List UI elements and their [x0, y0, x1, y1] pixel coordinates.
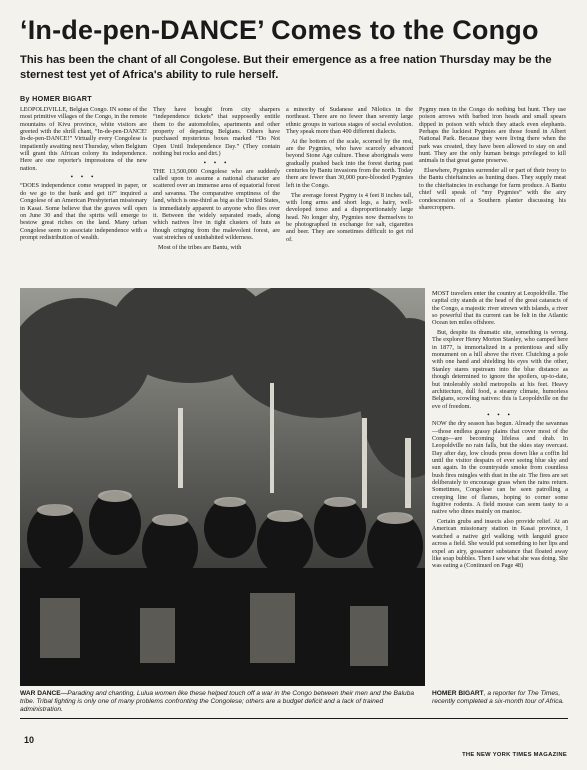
- paragraph: At the bottom of the scale, scorned by the rest, are the Pygmies, who have scarcely advanced beyond Stone Age culture. These aboriginals were gradually pushed back into the forest during past centuries by Bantu invasions from the north. Today there are fewer than 30,000 pure-blooded Pygmies left in the Congo.: [286, 137, 413, 189]
- author-note: [432, 690, 568, 706]
- byline: By HOMER BIGART: [20, 94, 92, 103]
- column-5: [432, 290, 568, 686]
- war-dance-photo: [20, 288, 425, 686]
- paragraph: a minority of Sudanese and Nilotics in the northeast. There are no fewer than seventy large ethnic groups in various stages of social evolution. They speak more than 400 different dialects.: [286, 106, 413, 136]
- paragraph: LEOPOLDVILLE, Belgian Congo. IN some of the most primitive villages of the Congo, in the remote mountains of Kivu province, white visitors are greeted with the shrill chant, “In-de-pen-DANCE! In-de-pen-DANCE!” Virtually every Congolese is impatiently awaiting next Thursday, when Belgium will grant this African colony its independence. Here are one reporter's impressions of the new nation.: [20, 106, 147, 172]
- paragraph: NOW the dry season has begun. Already the savannas—those endless grassy plains that cover most of the Congo—are becoming lifeless and drab. In Leopoldville no rain falls, but the skies stay overcast. Day after day, low clouds press down like a coffin lid until the visitor despairs of ever seeing blue sky and sun again. In the countryside smoke from countless bush fires mingles with dust in the air. The fires are set deliberately to encourage grass when the rains return. Sometimes, Congolese can be seen patrolling a creeping line of flames, hoping to corner some fugitive rodents. A field mouse can seem tasty to a native who dines mainly on manioc.: [432, 420, 568, 516]
- paragraph: “DOES independence come wrapped in paper, or do we go to the bank and get it?” inquired a Congolese of an American Presbyterian missionary in Kasai. Some believe that the graves will open on June 30 and that the spirits will emerge to bestow great riches on the land. Many urban Congolese seem to associate independence with a prompt redistribution of wealth.: [20, 182, 147, 241]
- paragraph: Pygmy men in the Congo do nothing but hunt. They use poison arrows with barbed iron heads and small spears dipped in poison with which they attack even elephants. Perhaps the luckiest Pygmies are those found in Albert National Park. Because they were living there when the park was created, they have been allowed to stay on and hunt. They are the only human beings privileged to kill animals in that great game preserve.: [419, 106, 566, 165]
- column-2: [153, 106, 280, 284]
- column-1: [20, 106, 147, 284]
- paragraph: MOST travelers enter the country at Leopoldville. The capital city stands at the head of the great cataracts of the Congo, a majestic river strewn with islands, a river so powerful that its current can be felt in the Atlantic Ocean ten miles offshore.: [432, 290, 568, 327]
- footer-rule: [20, 718, 568, 719]
- paragraph: They have bought from city sharpers “independence tickets” that supposedly entitle them to the automobiles, apartments and other property of departing Belgians. Others have purchased mysterious boxes marked “Do Not Open Until Independence Day.” (They contain nothing but rocks and dirt.): [153, 106, 280, 158]
- paragraph: Most of the tribes are Bantu, with: [158, 243, 242, 251]
- paragraph: Elsewhere, Pygmies surrender all or part of their ivory to the Bantu chieftaincies as hunting dues. They supply meat to the chieftaincies in exchange for farm produce. A Bantu chief will speak of “my Pygmies” with the airy condescension of a Southern planter discussing his sharecroppers.: [419, 167, 566, 211]
- section-separator: • • •: [487, 411, 513, 420]
- author-note-text: , a reporter for The Times, recently completed a six-month tour of Africa.: [432, 690, 565, 706]
- paragraph: But, despite its dramatic site, something is wrong. The explorer Henry Morton Stanley, who camped here in 1877, is immortalized in a pretentious and silly monument on a hill above the river. Clutching a pole with one hand and shielding his eyes with the other, Stanley stares upstream into the blue distance as though determined to ignore the spoilers, up-to-date, but intolerably stolid metropolis at his feet. Heavy architecture, dull food, a steamy climate, humorless Belgians, scowling natives: this is Leopoldville on the eve of freedom.: [432, 329, 568, 410]
- caption-lead: WAR DANCE: [20, 690, 61, 697]
- magazine-name: THE NEW YORK TIMES MAGAZINE: [462, 752, 567, 758]
- photo-illustration: [20, 288, 425, 686]
- caption-text: —Parading and chanting, Lulua women like these helped touch off a war in the Congo between their men and the Baluba tribe. Tribal fighting is only one of many problems confronting the Congolese; others are a budget deficit and a lack of trained administration.: [20, 690, 415, 714]
- column-3: [286, 106, 413, 284]
- section-separator: • • •: [203, 158, 230, 167]
- page-number: 10: [24, 735, 35, 745]
- photo-caption: [20, 690, 425, 715]
- paragraph: Certain grubs and insects also provide relief. At an American missionary station in Kasai province, I watched a native girl walking with languid grace across a field. She would put something to her lips and expel an airy, gossamer substance that floated away like soap bubbles. Then I saw what she was doing. She was eating a (Continued on Page 48): [432, 518, 568, 570]
- headline: ‘In-de-pen-DANCE’ Comes to the Congo: [20, 15, 539, 45]
- column-4: [419, 106, 566, 284]
- paragraph: The average forest Pygmy is 4 feet 8 inches tall, with long arms and short legs, a hairy, well-developed torso and a disproportionately large head. No longer shy, Pygmies now themselves to be photographed in exchange for salt, cigarettes and beer. They are sometimes difficult to get rid of.: [286, 191, 413, 243]
- author-name: HOMER BIGART: [432, 690, 484, 697]
- section-separator: • • •: [70, 173, 97, 182]
- deck: This has been the chant of all Congolese. But their emergence as a free nation Thursday may be the sternest test yet of Africa's ability to rule herself.: [20, 54, 552, 81]
- paragraph: THE 13,500,000 Congolese who are suddenly called upon to assume a national character are scattered over an immense area of equatorial forest and savanna. The comparative emptiness of the land, which is one-third as big as the United States, is immediately apparent to anyone who flies over it. Between the widely separated roads, along which natives live in tight clusters of huts as though cringing from the malevolent forest, are vast stretches of uninhabited wilderness.: [153, 167, 280, 241]
